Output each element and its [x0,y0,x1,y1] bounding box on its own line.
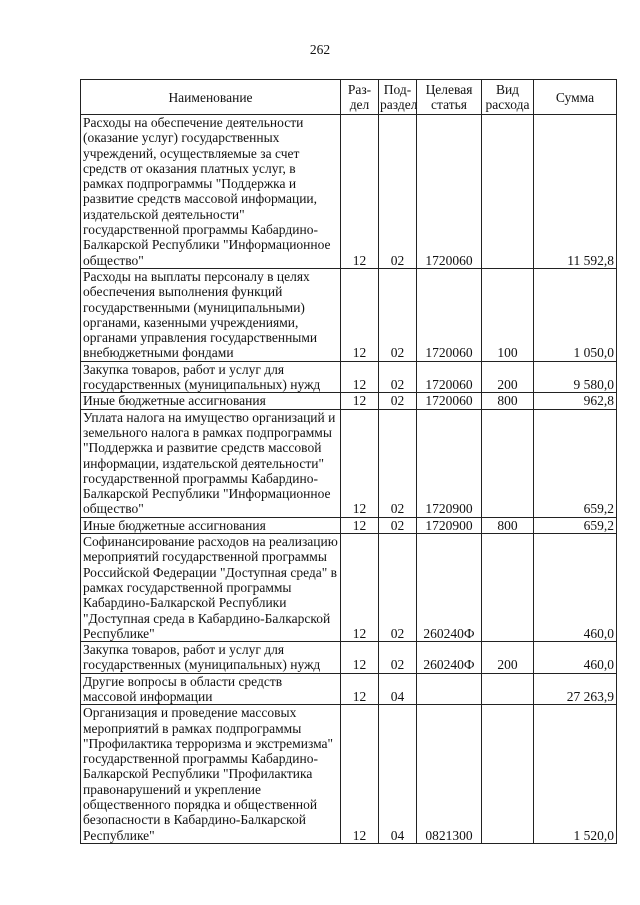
row-name: Закупка товаров, работ и услуг для государственных (муниципальных) нужд [81,361,341,393]
page-number: 262 [309,42,331,57]
row-summa: 962,8 [534,393,617,409]
table-row [81,642,617,674]
row-vid-rashoda: 800 [482,517,534,533]
row-vid-rashoda: 200 [482,642,534,674]
row-podrazdel: 02 [379,393,417,409]
row-summa: 1 050,0 [534,268,617,361]
row-vid-rashoda: 800 [482,393,534,409]
header-razdel: Раз-дел [341,80,379,115]
row-razdel: 12 [341,517,379,533]
row-podrazdel: 02 [379,517,417,533]
row-celevaya-statya: 260240Ф [417,534,482,642]
row-celevaya-statya: 260240Ф [417,642,482,674]
budget-table [80,79,617,844]
row-podrazdel: 04 [379,705,417,844]
row-podrazdel: 02 [379,642,417,674]
row-celevaya-statya: 1720060 [417,361,482,393]
row-razdel: 12 [341,705,379,844]
row-podrazdel: 02 [379,268,417,361]
row-vid-rashoda [482,534,534,642]
row-podrazdel: 02 [379,409,417,517]
row-summa: 460,0 [534,642,617,674]
table-row [81,705,617,844]
row-vid-rashoda [482,409,534,517]
row-podrazdel: 04 [379,673,417,705]
table-row [81,361,617,393]
row-summa: 659,2 [534,517,617,533]
row-vid-rashoda: 100 [482,268,534,361]
row-summa: 659,2 [534,409,617,517]
table-row [81,409,617,517]
row-podrazdel: 02 [379,534,417,642]
row-celevaya-statya: 1720060 [417,393,482,409]
row-razdel: 12 [341,673,379,705]
row-vid-rashoda [482,673,534,705]
row-summa: 1 520,0 [534,705,617,844]
row-name: Софинансирование расходов на реализацию мероприятий государственной программы Российской Федерации "Доступная среда" в рамках государственной программы Кабардино-Балкарской Республики "Доступная среда в Кабардино-Балкарской Республике" [81,534,341,642]
header-name: Наименование [81,80,341,115]
header-celevaya-statya: Целевая статья [417,80,482,115]
row-celevaya-statya: 0821300 [417,705,482,844]
row-podrazdel: 02 [379,361,417,393]
header-podrazdel: Под-раздел [379,80,417,115]
row-celevaya-statya: 1720060 [417,115,482,269]
row-celevaya-statya: 1720060 [417,268,482,361]
row-celevaya-statya: 1720900 [417,409,482,517]
row-vid-rashoda [482,705,534,844]
row-podrazdel: 02 [379,115,417,269]
table-row [81,534,617,642]
row-name: Закупка товаров, работ и услуг для государственных (муниципальных) нужд [81,642,341,674]
header-summa: Сумма [534,80,617,115]
row-summa: 27 263,9 [534,673,617,705]
header-vid-rashoda: Вид расхода [482,80,534,115]
row-razdel: 12 [341,409,379,517]
table-row [81,393,617,409]
row-name: Расходы на обеспечение деятельности (оказание услуг) государственных учреждений, осуществляемые за счет средств от оказания платных услуг, в рамках подпрограммы "Поддержка и развитие средств массовой информации, издательской деятельности" государственной программы Кабардино-Балкарской Республики "Информационное общество" [81,115,341,269]
table-row [81,268,617,361]
table-row [81,673,617,705]
table-header-row [81,80,617,115]
row-razdel: 12 [341,642,379,674]
table-row [81,115,617,269]
row-name: Уплата налога на имущество организаций и земельного налога в рамках подпрограммы "Поддержка и развитие средств массовой информации, издательской деятельности" государственной программы Кабардино-Балкарской Республики "Информационное общество" [81,409,341,517]
table-row [81,517,617,533]
row-summa: 460,0 [534,534,617,642]
row-razdel: 12 [341,361,379,393]
row-razdel: 12 [341,393,379,409]
row-vid-rashoda [482,115,534,269]
row-summa: 11 592,8 [534,115,617,269]
row-name: Другие вопросы в области средств массовой информации [81,673,341,705]
row-name: Расходы на выплаты персоналу в целях обеспечения выполнения функций государственными (муниципальными) органами, казенными учреждениями, органами управления государственными внебюджетными фондами [81,268,341,361]
row-name: Иные бюджетные ассигнования [81,517,341,533]
row-razdel: 12 [341,115,379,269]
row-summa: 9 580,0 [534,361,617,393]
row-name: Иные бюджетные ассигнования [81,393,341,409]
row-celevaya-statya [417,673,482,705]
row-razdel: 12 [341,534,379,642]
row-celevaya-statya: 1720900 [417,517,482,533]
row-vid-rashoda: 200 [482,361,534,393]
row-razdel: 12 [341,268,379,361]
row-name: Организация и проведение массовых мероприятий в рамках подпрограммы "Профилактика терроризма и экстремизма" государственной программы Кабардино-Балкарской Республики "Профилактика правонарушений и укрепление общественного порядка и общественной безопасности в Кабардино-Балкарской Республике" [81,705,341,844]
